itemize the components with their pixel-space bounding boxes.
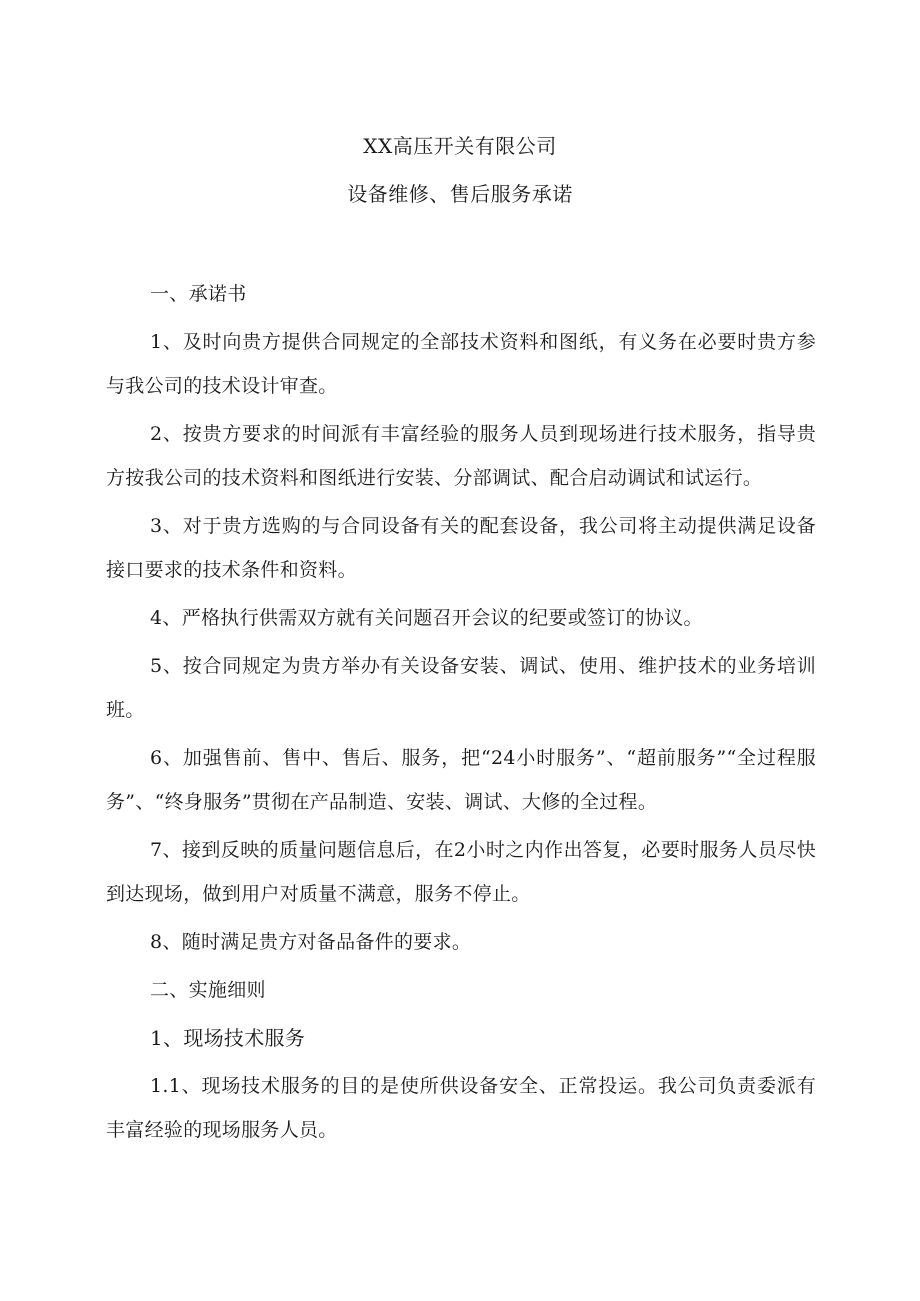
commitment-item-5: 5、按合同规定为贵方举办有关设备安装、调试、使用、维护技术的业务培训班。 bbox=[106, 655, 816, 721]
commitment-item-8: 8、随时满足贵方对备品备件的要求。 bbox=[150, 931, 472, 953]
subsection-heading-onsite-service: 1、现场技术服务 bbox=[150, 1026, 306, 1050]
subsection-item-1-1: 1.1、现场技术服务的目的是使所供设备安全、正常投运。我公司负责委派有丰富经验的现场服务人员。 bbox=[106, 1075, 816, 1141]
section-heading-commitment: 一、承诺书 bbox=[150, 283, 247, 305]
document-body bbox=[106, 272, 816, 1156]
document-subtitle: 设备维修、售后服务承诺 bbox=[347, 182, 573, 206]
commitment-item-4: 4、严格执行供需双方就有关问题召开会议的纪要或签订的协议。 bbox=[150, 607, 703, 629]
section-heading-implementation: 二、实施细则 bbox=[150, 979, 266, 1001]
commitment-item-6: 6、加强售前、售中、售后、服务，把“24小时服务”、“超前服务”“全过程服务”、“终身服务”贯彻在产品制造、安装、调试、大修的全过程。 bbox=[106, 747, 816, 813]
document-title: XX高压开关有限公司 bbox=[363, 134, 557, 158]
commitment-item-2: 2、按贵方要求的时间派有丰富经验的服务人员到现场进行技术服务，指导贵方按我公司的技术资料和图纸进行安装、分部调试、配合启动调试和试运行。 bbox=[106, 423, 816, 489]
commitment-item-7: 7、接到反映的质量问题信息后，在2小时之内作出答复，必要时服务人员尽快到达现场，做到用户对质量不满意，服务不停止。 bbox=[106, 839, 816, 905]
commitment-item-1: 1、及时向贵方提供合同规定的全部技术资料和图纸，有义务在必要时贵方参与我公司的技术设计审查。 bbox=[106, 331, 816, 397]
commitment-item-3: 3、对于贵方选购的与合同设备有关的配套设备，我公司将主动提供满足设备接口要求的技术条件和资料。 bbox=[106, 515, 816, 581]
